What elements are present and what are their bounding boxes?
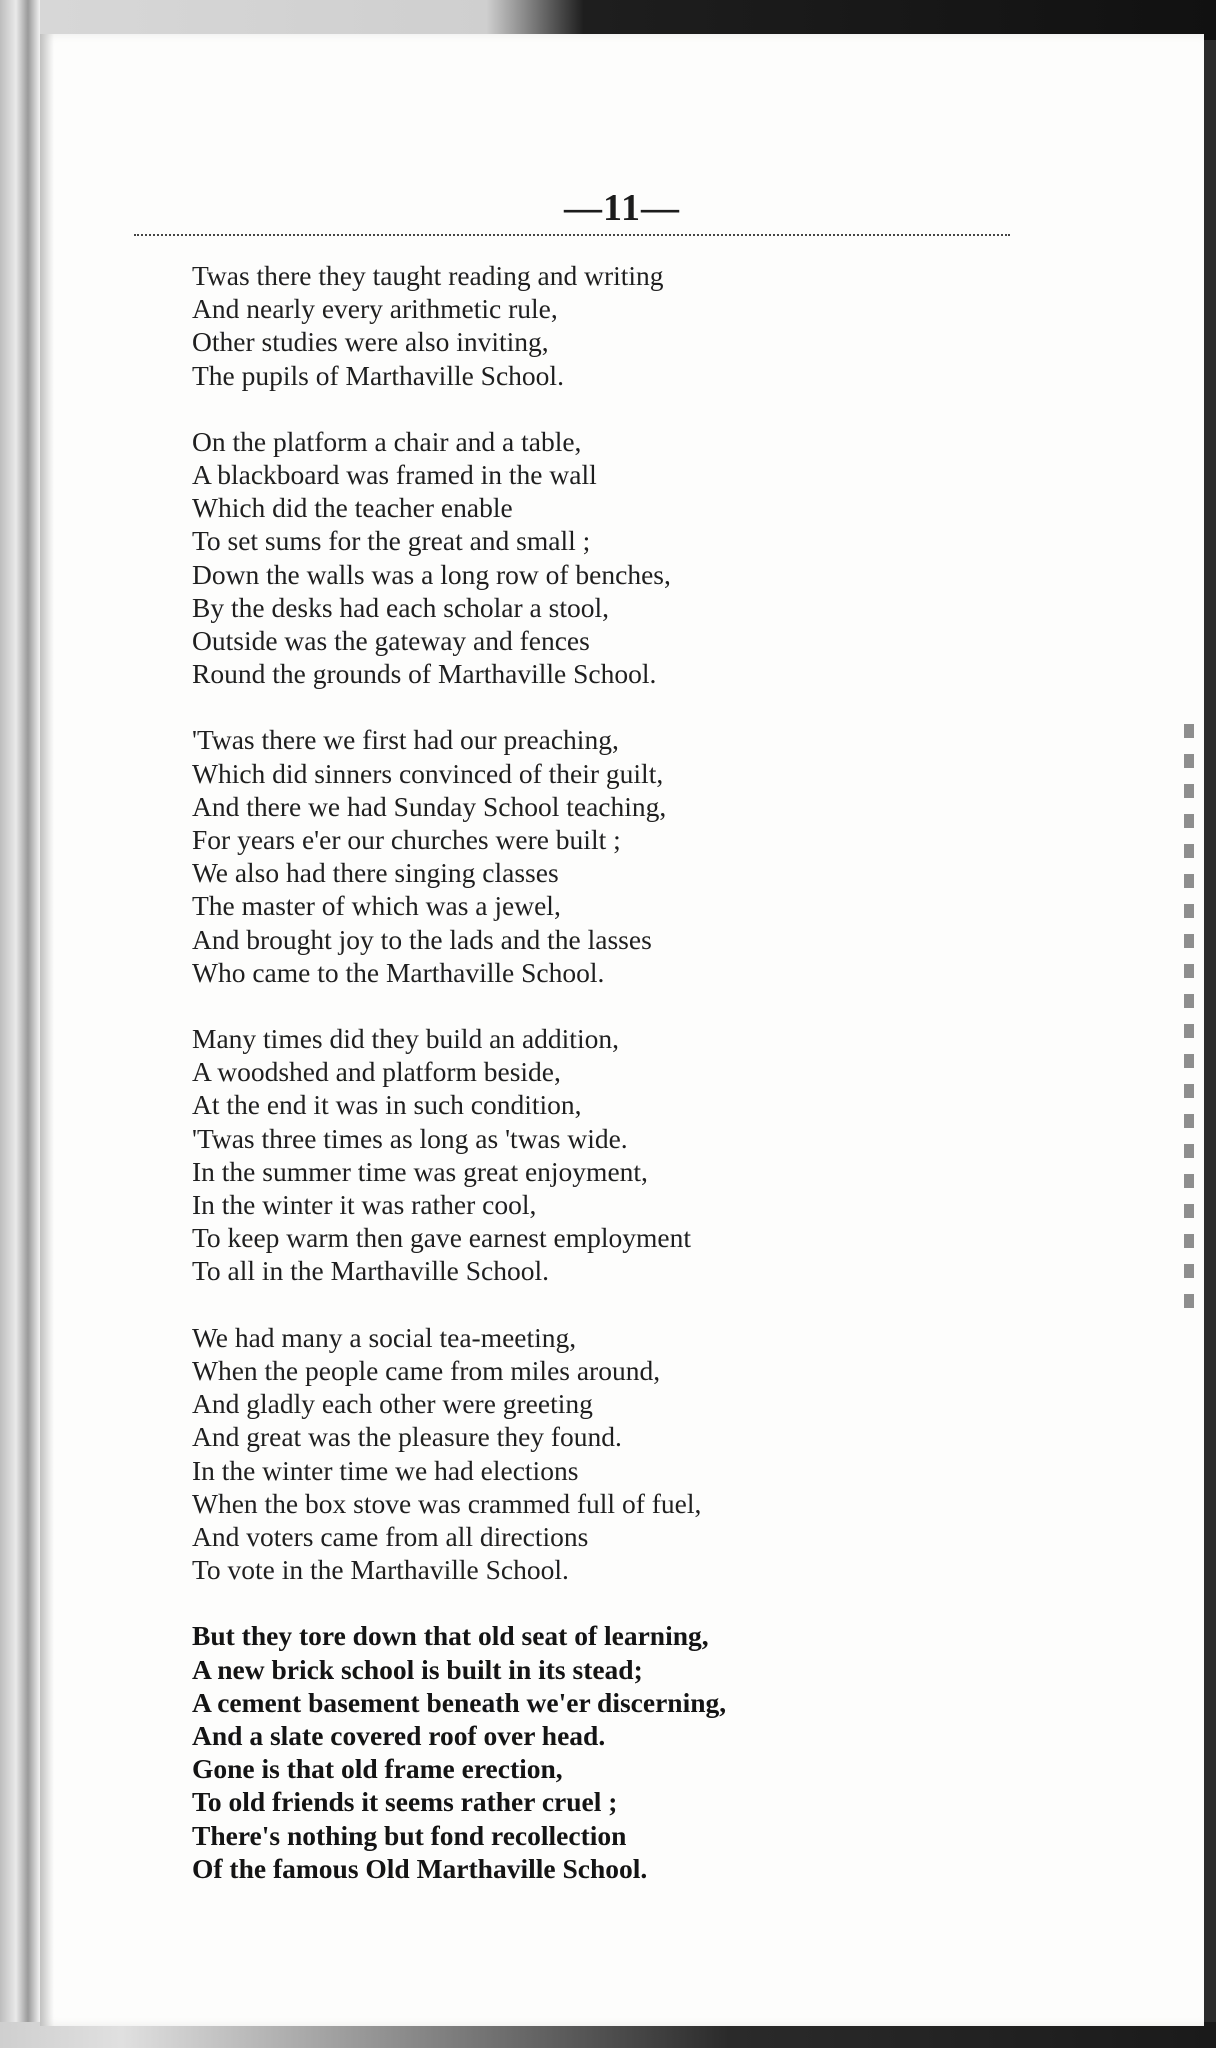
poem-line: Of the famous Old Marthaville School. [192, 1852, 648, 1884]
poem [192, 259, 1052, 1885]
poem-line: And great was the pleasure they found. [192, 1421, 622, 1453]
poem-line: When the people came from miles around, [192, 1354, 661, 1386]
poem-line: The pupils of Marthaville School. [192, 359, 564, 391]
poem-line: And brought joy to the lads and the lasses [192, 923, 652, 955]
stanza [192, 1619, 1052, 1885]
poem-line: To old friends it seems rather cruel ; [192, 1786, 618, 1818]
poem-line: In the summer time was great enjoyment, [192, 1155, 648, 1187]
poem-line: And there we had Sunday School teaching, [192, 790, 667, 822]
stanza [192, 1022, 1052, 1288]
poem-line: For years e'er our churches were built ; [192, 824, 621, 856]
stanza [192, 723, 1052, 989]
poem-line: But they tore down that old seat of learning, [192, 1620, 709, 1652]
poem-line: A new brick school is built in its stead; [192, 1653, 643, 1685]
poem-line: Round the grounds of Marthaville School. [192, 658, 657, 690]
poem-line: There's nothing but fond recollection [192, 1819, 627, 1851]
poem-line: When the box stove was crammed full of fuel, [192, 1487, 702, 1519]
poem-line: 'Twas there we first had our preaching, [192, 724, 619, 756]
poem-line: To keep warm then gave earnest employment [192, 1222, 692, 1254]
poem-line: To set sums for the great and small ; [192, 525, 591, 557]
poem-line: Outside was the gateway and fences [192, 625, 590, 657]
poem-line: And nearly every arithmetic rule, [192, 293, 558, 325]
poem-line: Who came to the Marthaville School. [192, 956, 605, 988]
poem-line: We also had there singing classes [192, 857, 559, 889]
poem-line: A cement basement beneath we'er discerning, [192, 1686, 727, 1718]
poem-line: In the winter it was rather cool, [192, 1189, 537, 1221]
stanza [192, 425, 1052, 691]
scan-border-left [0, 0, 40, 2048]
poem-line: Which did sinners convinced of their guilt, [192, 757, 664, 789]
poem-line: To all in the Marthaville School. [192, 1255, 550, 1287]
poem-line: Gone is that old frame erection, [192, 1753, 563, 1785]
bleed-through-marks [1184, 724, 1194, 1324]
poem-line: To vote in the Marthaville School. [192, 1554, 569, 1586]
poem-line: 'Twas three times as long as 'twas wide. [192, 1122, 628, 1154]
header-rule [134, 234, 1010, 236]
poem-line: We had many a social tea-meeting, [192, 1321, 577, 1353]
poem-line: And voters came from all directions [192, 1520, 589, 1552]
page-number: —11— [564, 187, 680, 229]
poem-line: Other studies were also inviting, [192, 326, 549, 358]
poem-line: And a slate covered roof over head. [192, 1719, 606, 1751]
book-page [40, 34, 1204, 2026]
poem-line: The master of which was a jewel, [192, 890, 561, 922]
poem-line: A woodshed and platform beside, [192, 1056, 561, 1088]
poem-line: Many times did they build an addition, [192, 1023, 619, 1055]
poem-line: In the winter time we had elections [192, 1454, 579, 1486]
stanza [192, 259, 1052, 392]
page-gutter-shadow [40, 34, 54, 2026]
poem-line: And gladly each other were greeting [192, 1388, 593, 1420]
poem-line: A blackboard was framed in the wall [192, 459, 597, 491]
poem-line: At the end it was in such condition, [192, 1089, 582, 1121]
poem-line: Twas there they taught reading and writing [192, 260, 664, 291]
poem-line: By the desks had each scholar a stool, [192, 591, 609, 623]
poem-line: On the platform a chair and a table, [192, 425, 582, 457]
poem-line: Which did the teacher enable [192, 492, 513, 524]
poem-line: Down the walls was a long row of benches, [192, 558, 671, 590]
stanza [192, 1321, 1052, 1587]
